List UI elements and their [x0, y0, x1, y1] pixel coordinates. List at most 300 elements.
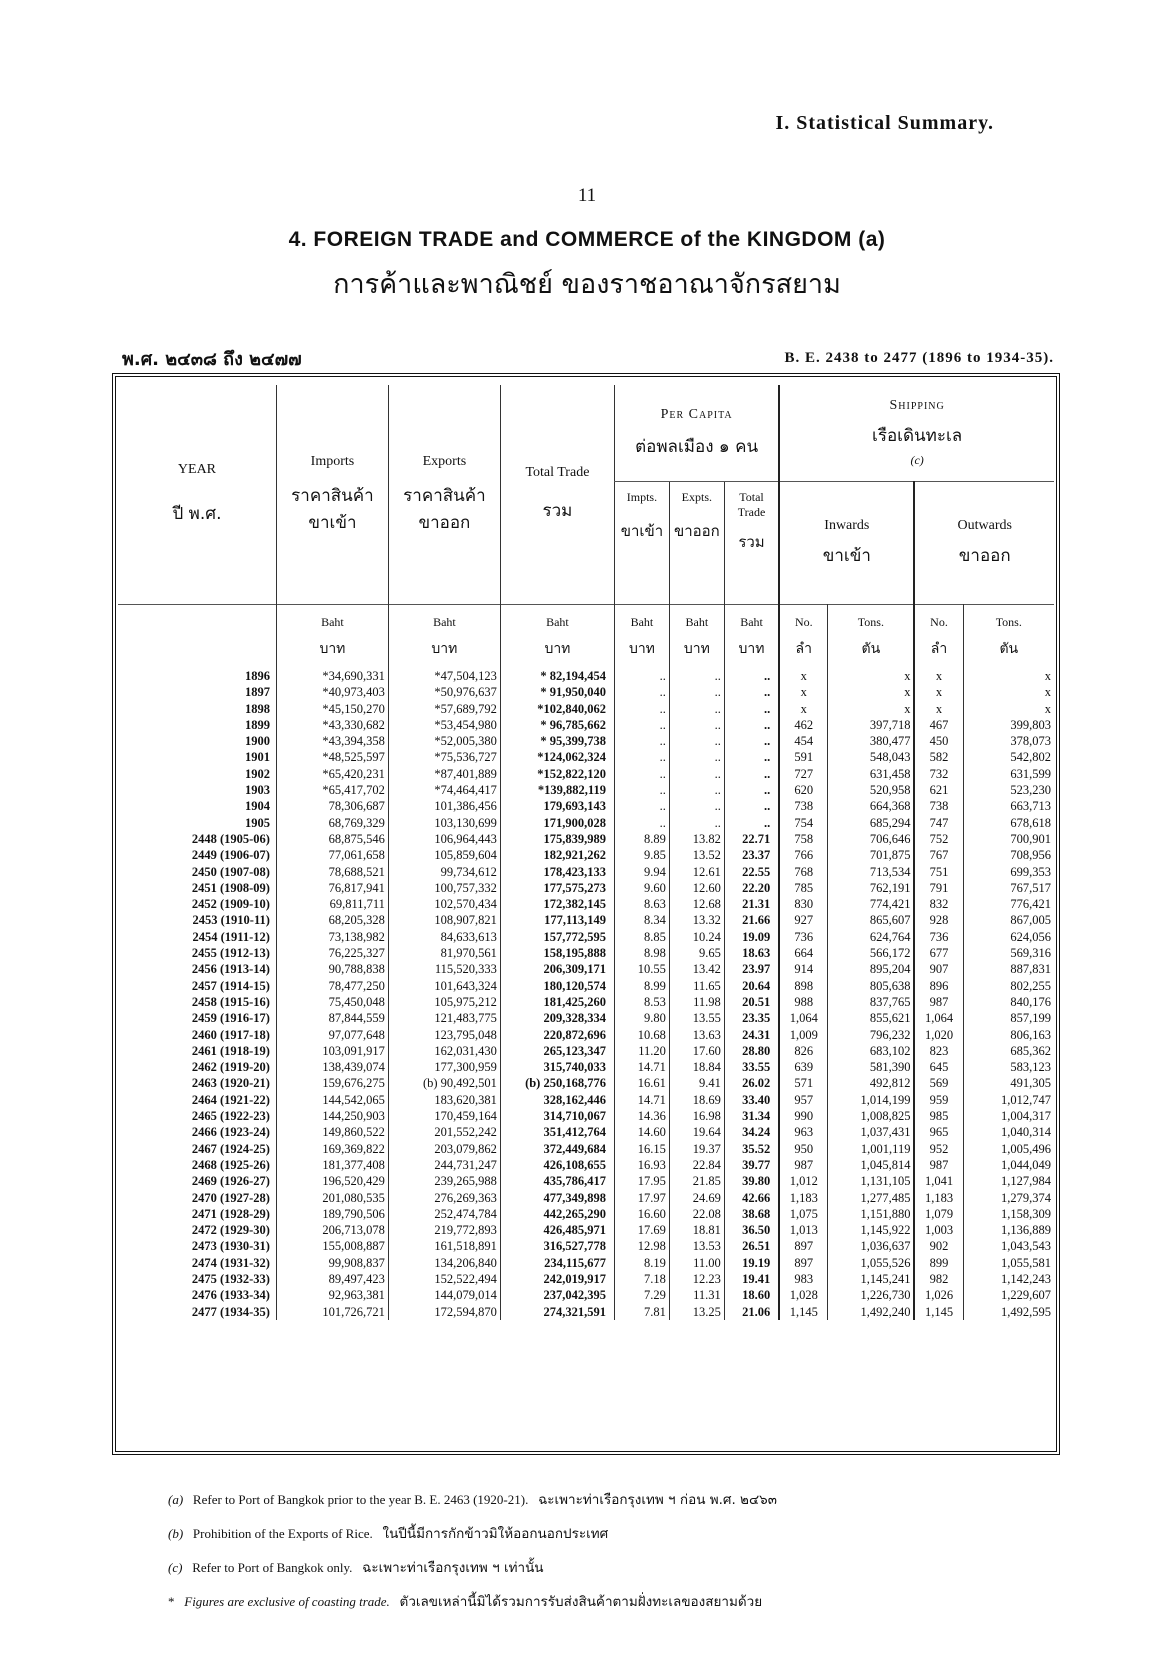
- cell-outwards-no: 752: [914, 831, 963, 847]
- cell-pc-total: 21.31: [724, 896, 779, 912]
- cell-inwards-tons: 581,390: [828, 1059, 915, 1075]
- trade-table: [118, 385, 1054, 1320]
- cell-pc-exports: ..: [669, 668, 724, 684]
- cell-total-trade: (b) 250,168,776: [500, 1075, 614, 1091]
- cell-outwards-tons: x: [963, 684, 1054, 700]
- cell-imports: 196,520,429: [276, 1173, 388, 1189]
- cell-outwards-tons: 624,056: [963, 929, 1054, 945]
- cell-inwards-no: 454: [779, 733, 828, 749]
- cell-outwards-no: 899: [914, 1255, 963, 1271]
- cell-pc-total: 35.52: [724, 1141, 779, 1157]
- cell-total-trade: 179,693,143: [500, 798, 614, 814]
- cell-inwards-no: 987: [779, 1157, 828, 1173]
- unit-in-no: [779, 605, 828, 669]
- cell-pc-imports: 12.98: [614, 1238, 669, 1254]
- cell-imports: 144,542,065: [276, 1092, 388, 1108]
- cell-year: 2468 (1925-26): [191, 1157, 270, 1172]
- cell-pc-total: 33.55: [724, 1059, 779, 1075]
- cell-year: 1902: [244, 766, 270, 781]
- cell-pc-imports: 8.34: [614, 912, 669, 928]
- unit-baht-th: บาท: [628, 641, 655, 657]
- table-row: [118, 896, 1054, 912]
- unit-baht-th: บาท: [319, 641, 346, 657]
- imports-header-en: Imports: [310, 453, 355, 469]
- table-row: [118, 668, 1054, 684]
- cell-pc-total: ..: [724, 733, 779, 749]
- cell-imports: 181,377,408: [276, 1157, 388, 1173]
- cell-pc-imports: 16.15: [614, 1141, 669, 1157]
- cell-outwards-tons: 1,012,747: [963, 1092, 1054, 1108]
- cell-inwards-no: 571: [779, 1075, 828, 1091]
- cell-imports: *34,690,331: [276, 668, 388, 684]
- cell-imports: 155,008,887: [276, 1238, 388, 1254]
- cell-pc-exports: ..: [669, 749, 724, 765]
- cell-inwards-no: 826: [779, 1043, 828, 1059]
- cell-pc-total: 23.97: [724, 961, 779, 977]
- cell-inwards-no: 1,013: [779, 1222, 828, 1238]
- cell-inwards-tons: 1,145,922: [828, 1222, 915, 1238]
- cell-pc-total: 21.66: [724, 912, 779, 928]
- cell-pc-total: 26.02: [724, 1075, 779, 1091]
- cell-imports: 68,875,546: [276, 831, 388, 847]
- cell-outwards-no: 1,183: [914, 1190, 963, 1206]
- cell-outwards-tons: 857,199: [963, 1010, 1054, 1026]
- outwards-header-th: ขาออก: [958, 545, 1011, 566]
- cell-pc-total: 36.50: [724, 1222, 779, 1238]
- cell-year: 2456 (1913-14): [191, 962, 270, 977]
- cell-pc-exports: 13.25: [669, 1304, 724, 1320]
- cell-exports: 103,130,699: [388, 815, 500, 831]
- cell-inwards-no: 1,012: [779, 1173, 828, 1189]
- cell-outwards-no: 902: [914, 1238, 963, 1254]
- cell-outwards-tons: 583,123: [963, 1059, 1054, 1075]
- cell-pc-imports: 8.99: [614, 978, 669, 994]
- cell-outwards-no: 1,003: [914, 1222, 963, 1238]
- table-row: [118, 1222, 1054, 1238]
- cell-imports: 76,225,327: [276, 945, 388, 961]
- table-row: [118, 1238, 1054, 1254]
- unit-pc-total: [724, 605, 779, 669]
- cell-pc-imports: 17.97: [614, 1190, 669, 1206]
- cell-year: 2463 (1920-21): [191, 1076, 270, 1091]
- cell-inwards-tons: 492,812: [828, 1075, 915, 1091]
- table-row: [118, 815, 1054, 831]
- footnote-b: [168, 1522, 608, 1544]
- unit-baht-th: บาท: [544, 641, 571, 657]
- cell-inwards-tons: 1,131,105: [828, 1173, 915, 1189]
- cell-imports: 75,450,048: [276, 994, 388, 1010]
- cell-inwards-tons: 706,646: [828, 831, 915, 847]
- cell-pc-imports: 9.60: [614, 880, 669, 896]
- cell-imports: *40,973,403: [276, 684, 388, 700]
- cell-total-trade: * 82,194,454: [500, 668, 614, 684]
- cell-outwards-no: 1,041: [914, 1173, 963, 1189]
- cell-total-trade: 328,162,446: [500, 1092, 614, 1108]
- cell-inwards-tons: 1,037,431: [828, 1124, 915, 1140]
- cell-inwards-no: x: [779, 684, 828, 700]
- outwards-header-en: Outwards: [957, 517, 1012, 533]
- cell-year: 2455 (1912-13): [191, 946, 270, 961]
- cell-year: 2460 (1917-18): [191, 1027, 270, 1042]
- cell-pc-imports: 9.80: [614, 1010, 669, 1026]
- cell-outwards-no: 645: [914, 1059, 963, 1075]
- cell-outwards-tons: x: [963, 701, 1054, 717]
- cell-pc-imports: 8.53: [614, 994, 669, 1010]
- cell-pc-total: ..: [724, 782, 779, 798]
- section-title: I. Statistical Summary.: [775, 112, 994, 134]
- cell-year: 2469 (1926-27): [191, 1174, 270, 1189]
- per-capita-header-en: Per Capita: [660, 406, 733, 422]
- cell-pc-exports: 18.84: [669, 1059, 724, 1075]
- cell-inwards-tons: 713,534: [828, 864, 915, 880]
- cell-year: 2476 (1933-34): [191, 1288, 270, 1303]
- table-row: [118, 978, 1054, 994]
- cell-pc-total: ..: [724, 668, 779, 684]
- cell-outwards-no: 985: [914, 1108, 963, 1124]
- cell-pc-exports: 13.32: [669, 912, 724, 928]
- cell-outwards-no: x: [914, 701, 963, 717]
- cell-pc-exports: 21.85: [669, 1173, 724, 1189]
- cell-pc-exports: 13.63: [669, 1027, 724, 1043]
- cell-inwards-no: 914: [779, 961, 828, 977]
- cell-total-trade: * 95,399,738: [500, 733, 614, 749]
- total-trade-header: [500, 385, 614, 605]
- pc-exports-header: [669, 482, 724, 605]
- cell-exports: 101,643,324: [388, 978, 500, 994]
- cell-pc-imports: 8.98: [614, 945, 669, 961]
- cell-inwards-tons: 1,001,119: [828, 1141, 915, 1157]
- cell-outwards-tons: 542,802: [963, 749, 1054, 765]
- unit-out-no: [914, 605, 963, 669]
- cell-total-trade: 209,328,334: [500, 1010, 614, 1026]
- cell-year: 2458 (1915-16): [191, 994, 270, 1009]
- cell-exports: 81,970,561: [388, 945, 500, 961]
- table-row: [118, 1092, 1054, 1108]
- cell-total-trade: *124,062,324: [500, 749, 614, 765]
- cell-exports: 276,269,363: [388, 1190, 500, 1206]
- cell-total-trade: 351,412,764: [500, 1124, 614, 1140]
- cell-pc-imports: ..: [614, 815, 669, 831]
- cell-inwards-tons: 380,477: [828, 733, 915, 749]
- cell-outwards-tons: 1,004,317: [963, 1108, 1054, 1124]
- pc-exports-header-en: Expts.: [681, 490, 713, 504]
- cell-total-trade: 274,321,591: [500, 1304, 614, 1320]
- cell-outwards-tons: 708,956: [963, 847, 1054, 863]
- cell-imports: 73,138,982: [276, 929, 388, 945]
- cell-outwards-tons: 399,803: [963, 717, 1054, 733]
- unit-baht-en: Baht: [630, 615, 654, 629]
- cell-pc-exports: 9.65: [669, 945, 724, 961]
- cell-exports: *87,401,889: [388, 766, 500, 782]
- cell-inwards-tons: 865,607: [828, 912, 915, 928]
- cell-imports: 76,817,941: [276, 880, 388, 896]
- cell-year: 2454 (1911-12): [192, 929, 270, 944]
- cell-exports: *74,464,417: [388, 782, 500, 798]
- cell-pc-exports: 12.23: [669, 1271, 724, 1287]
- cell-inwards-tons: 664,368: [828, 798, 915, 814]
- cell-inwards-no: 1,028: [779, 1287, 828, 1303]
- cell-pc-imports: 8.85: [614, 929, 669, 945]
- footnote-text-en: Prohibition of the Exports of Rice.: [192, 1526, 373, 1541]
- cell-pc-exports: 13.82: [669, 831, 724, 847]
- table-row: [118, 701, 1054, 717]
- cell-pc-total: 38.68: [724, 1206, 779, 1222]
- footnote-text-th: ตัวเลขเหล่านี้มิได้รวมการรับส่งสินค้าตามฝั่งทะเลของสยามด้วย: [399, 1594, 763, 1610]
- cell-outwards-tons: 378,073: [963, 733, 1054, 749]
- cell-outwards-no: 987: [914, 994, 963, 1010]
- cell-inwards-no: 664: [779, 945, 828, 961]
- cell-outwards-no: 736: [914, 929, 963, 945]
- exports-header-th: ราคาสินค้าขาออก: [403, 485, 486, 533]
- cell-inwards-no: 1,064: [779, 1010, 828, 1026]
- cell-outwards-no: 569: [914, 1075, 963, 1091]
- cell-pc-total: ..: [724, 798, 779, 814]
- cell-pc-imports: ..: [614, 782, 669, 798]
- cell-outwards-no: 823: [914, 1043, 963, 1059]
- cell-year: 1903: [244, 783, 270, 798]
- cell-total-trade: 477,349,898: [500, 1190, 614, 1206]
- cell-pc-total: ..: [724, 701, 779, 717]
- cell-outwards-no: 677: [914, 945, 963, 961]
- pc-imports-header-th: ขาเข้า: [620, 522, 664, 540]
- table-row: [118, 1190, 1054, 1206]
- cell-pc-total: 28.80: [724, 1043, 779, 1059]
- cell-outwards-tons: 1,005,496: [963, 1141, 1054, 1157]
- cell-total-trade: *102,840,062: [500, 701, 614, 717]
- cell-inwards-no: x: [779, 701, 828, 717]
- inwards-header-en: Inwards: [824, 517, 870, 533]
- cell-outwards-tons: 867,005: [963, 912, 1054, 928]
- cell-total-trade: 242,019,917: [500, 1271, 614, 1287]
- cell-year: 2449 (1906-07): [191, 848, 270, 863]
- cell-pc-imports: 16.60: [614, 1206, 669, 1222]
- cell-outwards-no: 732: [914, 766, 963, 782]
- cell-outwards-no: 1,020: [914, 1027, 963, 1043]
- cell-outwards-no: 791: [914, 880, 963, 896]
- unit-imports: [276, 605, 388, 669]
- cell-pc-exports: 19.64: [669, 1124, 724, 1140]
- cell-exports: 252,474,784: [388, 1206, 500, 1222]
- cell-inwards-no: 990: [779, 1108, 828, 1124]
- cell-pc-total: 31.34: [724, 1108, 779, 1124]
- table-row: [118, 1059, 1054, 1075]
- cell-total-trade: 442,265,290: [500, 1206, 614, 1222]
- cell-outwards-tons: 1,044,049: [963, 1157, 1054, 1173]
- cell-pc-exports: ..: [669, 798, 724, 814]
- cell-inwards-no: 983: [779, 1271, 828, 1287]
- cell-outwards-tons: 1,043,543: [963, 1238, 1054, 1254]
- table-row: [118, 945, 1054, 961]
- cell-outwards-no: 965: [914, 1124, 963, 1140]
- cell-inwards-tons: 796,232: [828, 1027, 915, 1043]
- pc-total-header: [724, 482, 779, 605]
- cell-inwards-tons: 566,172: [828, 945, 915, 961]
- cell-imports: *65,420,231: [276, 766, 388, 782]
- cell-outwards-no: 747: [914, 815, 963, 831]
- unit-no-en: No.: [794, 615, 813, 629]
- cell-inwards-tons: 520,958: [828, 782, 915, 798]
- cell-pc-imports: 9.85: [614, 847, 669, 863]
- cell-outwards-no: 467: [914, 717, 963, 733]
- cell-pc-total: 22.55: [724, 864, 779, 880]
- table-row: [118, 749, 1054, 765]
- year-header: [118, 385, 276, 605]
- footnote-text-th: ในปีนี้มีการกักข้าวมิให้ออกนอกประเทศ: [382, 1526, 609, 1542]
- unit-baht-th: บาท: [431, 641, 458, 657]
- cell-year: 2472 (1929-30): [191, 1223, 270, 1238]
- cell-pc-imports: 8.89: [614, 831, 669, 847]
- cell-exports: 177,300,959: [388, 1059, 500, 1075]
- cell-outwards-no: 751: [914, 864, 963, 880]
- cell-inwards-tons: 683,102: [828, 1043, 915, 1059]
- cell-inwards-tons: 837,765: [828, 994, 915, 1010]
- unit-no-en: No.: [930, 615, 948, 629]
- cell-year: 2470 (1927-28): [191, 1190, 270, 1205]
- cell-pc-total: 20.51: [724, 994, 779, 1010]
- cell-outwards-tons: 1,158,309: [963, 1206, 1054, 1222]
- table-row: [118, 1108, 1054, 1124]
- table-row: [118, 1010, 1054, 1026]
- cell-outwards-tons: 685,362: [963, 1043, 1054, 1059]
- table-row: [118, 994, 1054, 1010]
- cell-pc-imports: 14.71: [614, 1059, 669, 1075]
- cell-pc-total: 23.37: [724, 847, 779, 863]
- cell-exports: 121,483,775: [388, 1010, 500, 1026]
- cell-total-trade: 314,710,067: [500, 1108, 614, 1124]
- footnote-text-th: ฉะเพาะท่าเรือกรุงเทพ ฯ เท่านั้น: [362, 1560, 544, 1576]
- cell-pc-exports: ..: [669, 717, 724, 733]
- page-number: 11: [577, 185, 597, 206]
- cell-total-trade: 180,120,574: [500, 978, 614, 994]
- cell-exports: *75,536,727: [388, 749, 500, 765]
- cell-imports: 69,811,711: [276, 896, 388, 912]
- cell-outwards-tons: 802,255: [963, 978, 1054, 994]
- cell-pc-imports: ..: [614, 798, 669, 814]
- cell-outwards-no: 952: [914, 1141, 963, 1157]
- cell-pc-exports: 12.60: [669, 880, 724, 896]
- cell-total-trade: 426,108,655: [500, 1157, 614, 1173]
- unit-tons-en: Tons.: [857, 615, 884, 629]
- cell-inwards-tons: 1,151,880: [828, 1206, 915, 1222]
- table-row: [118, 1157, 1054, 1173]
- cell-pc-total: 21.06: [724, 1304, 779, 1320]
- cell-inwards-tons: 701,875: [828, 847, 915, 863]
- cell-pc-exports: 18.81: [669, 1222, 724, 1238]
- cell-inwards-no: 736: [779, 929, 828, 945]
- cell-pc-total: 19.41: [724, 1271, 779, 1287]
- cell-inwards-tons: x: [828, 701, 915, 717]
- cell-imports: 99,908,837: [276, 1255, 388, 1271]
- cell-exports: 99,734,612: [388, 864, 500, 880]
- pc-total-header-en: Total Trade: [737, 490, 766, 519]
- cell-pc-exports: 9.41: [669, 1075, 724, 1091]
- unit-pc-exports: [669, 605, 724, 669]
- cell-outwards-tons: 491,305: [963, 1075, 1054, 1091]
- table-row: [118, 733, 1054, 749]
- table-row: [118, 1271, 1054, 1287]
- cell-inwards-no: 897: [779, 1255, 828, 1271]
- cell-year: 1901: [244, 750, 270, 765]
- cell-pc-total: 24.31: [724, 1027, 779, 1043]
- cell-outwards-tons: 523,230: [963, 782, 1054, 798]
- cell-pc-total: 34.24: [724, 1124, 779, 1140]
- cell-pc-exports: ..: [669, 701, 724, 717]
- cell-year: 1899: [244, 717, 270, 732]
- cell-pc-exports: 11.00: [669, 1255, 724, 1271]
- pc-imports-header: [614, 482, 669, 605]
- cell-inwards-no: 1,183: [779, 1190, 828, 1206]
- cell-outwards-tons: 1,142,243: [963, 1271, 1054, 1287]
- cell-inwards-no: x: [779, 668, 828, 684]
- cell-outwards-tons: 663,713: [963, 798, 1054, 814]
- cell-pc-imports: 10.55: [614, 961, 669, 977]
- cell-exports: 239,265,988: [388, 1173, 500, 1189]
- cell-exports: 152,522,494: [388, 1271, 500, 1287]
- cell-outwards-tons: 776,421: [963, 896, 1054, 912]
- cell-pc-total: 39.80: [724, 1173, 779, 1189]
- cell-year: 2457 (1914-15): [191, 978, 270, 993]
- imports-header: [276, 385, 388, 605]
- cell-pc-exports: ..: [669, 766, 724, 782]
- cell-year: 2474 (1931-32): [191, 1255, 270, 1270]
- cell-pc-exports: 11.65: [669, 978, 724, 994]
- cell-outwards-no: x: [914, 668, 963, 684]
- cell-year: 2461 (1918-19): [191, 1043, 270, 1058]
- table-row: [118, 798, 1054, 814]
- cell-total-trade: *139,882,119: [500, 782, 614, 798]
- cell-outwards-tons: 840,176: [963, 994, 1054, 1010]
- cell-pc-total: 22.71: [724, 831, 779, 847]
- cell-exports: 183,620,381: [388, 1092, 500, 1108]
- cell-pc-imports: 7.29: [614, 1287, 669, 1303]
- cell-year: 2451 (1908-09): [191, 880, 270, 895]
- cell-total-trade: 178,423,133: [500, 864, 614, 880]
- cell-pc-imports: 14.36: [614, 1108, 669, 1124]
- cell-exports: *52,005,380: [388, 733, 500, 749]
- cell-outwards-tons: 699,353: [963, 864, 1054, 880]
- cell-outwards-no: 959: [914, 1092, 963, 1108]
- cell-imports: 159,676,275: [276, 1075, 388, 1091]
- unit-out-tons: [963, 605, 1054, 669]
- cell-imports: 77,061,658: [276, 847, 388, 863]
- unit-total: [500, 605, 614, 669]
- cell-pc-imports: 8.19: [614, 1255, 669, 1271]
- unit-baht-en: Baht: [685, 615, 709, 629]
- cell-exports: 134,206,840: [388, 1255, 500, 1271]
- footnote-mark: (c): [168, 1560, 183, 1575]
- cell-outwards-no: 450: [914, 733, 963, 749]
- cell-outwards-no: 1,079: [914, 1206, 963, 1222]
- cell-pc-exports: 13.52: [669, 847, 724, 863]
- footnote-text-th: ฉะเพาะท่าเรือกรุงเทพ ฯ ก่อน พ.ศ. ๒๔๖๓: [538, 1492, 777, 1508]
- cell-outwards-no: x: [914, 684, 963, 700]
- cell-imports: 138,439,074: [276, 1059, 388, 1075]
- cell-year: 1897: [244, 685, 270, 700]
- cell-exports: *50,976,637: [388, 684, 500, 700]
- cell-pc-imports: 10.68: [614, 1027, 669, 1043]
- cell-total-trade: 172,382,145: [500, 896, 614, 912]
- cell-exports: 123,795,048: [388, 1027, 500, 1043]
- cell-imports: 149,860,522: [276, 1124, 388, 1140]
- cell-outwards-tons: 569,316: [963, 945, 1054, 961]
- cell-outwards-tons: 806,163: [963, 1027, 1054, 1043]
- cell-exports: 105,859,604: [388, 847, 500, 863]
- cell-pc-imports: 8.63: [614, 896, 669, 912]
- cell-outwards-tons: 631,599: [963, 766, 1054, 782]
- cell-year: 1900: [244, 734, 270, 749]
- cell-pc-total: ..: [724, 717, 779, 733]
- cell-inwards-no: 766: [779, 847, 828, 863]
